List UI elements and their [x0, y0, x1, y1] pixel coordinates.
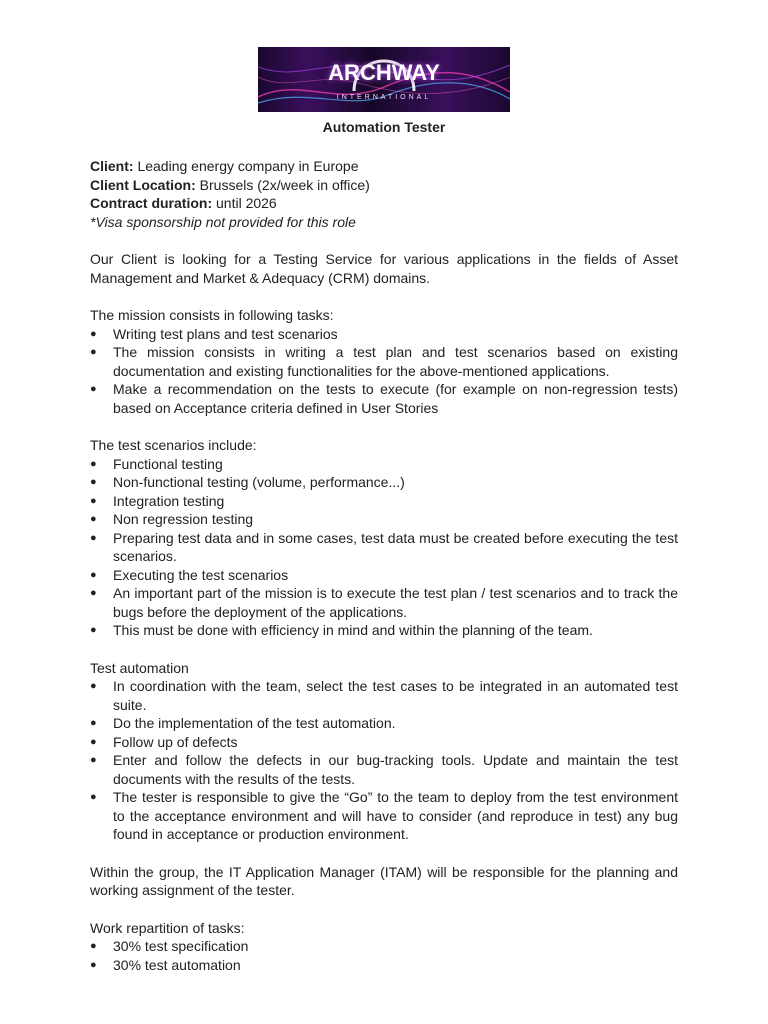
logo-wordmark: ARCHWAY	[328, 60, 440, 85]
document-body	[90, 157, 678, 974]
list-item: ● Follow up of defects	[90, 733, 678, 752]
list-item: ● Enter and follow the defects in our bug-tracking tools. Update and maintain the test documents with the results of the tests.	[90, 751, 678, 788]
duration-line	[90, 194, 678, 213]
list-item: ● 30% test automation	[90, 956, 678, 975]
document-title: Automation Tester	[322, 119, 446, 135]
automation-list	[90, 677, 678, 844]
repartition-list	[90, 937, 678, 974]
client-line	[90, 157, 678, 176]
location-value: Brussels (2x/week in office)	[199, 176, 370, 193]
list-item: ● This must be done with efficiency in mind and within the planning of the team.	[90, 621, 678, 640]
group-note-paragraph: Within the group, the IT Application Manager (ITAM) will be responsible for the planning and working assignment of the tester.	[90, 863, 678, 898]
visa-note: *Visa sponsorship not provided for this role	[90, 213, 356, 230]
list-item: ● Do the implementation of the test automation.	[90, 714, 678, 733]
mission-list	[90, 325, 678, 418]
repartition-heading: Work repartition of tasks:	[90, 919, 245, 936]
scenarios-heading: The test scenarios include:	[90, 437, 257, 453]
mission-heading: The mission consists in following tasks:	[90, 307, 334, 323]
location-label: Client Location:	[90, 176, 196, 193]
client-value: Leading energy company in Europe	[137, 158, 359, 174]
archway-logo	[258, 47, 510, 112]
list-item: ● Writing test plans and test scenarios	[90, 325, 678, 344]
list-item: ● Executing the test scenarios	[90, 566, 678, 585]
list-item: ● Make a recommendation on the tests to execute (for example on non-regression tests) based on Acceptance criteria defined in User Stories	[90, 380, 678, 417]
list-item: ● An important part of the mission is to execute the test plan / test scenarios and to track the bugs before the deployment of the applications.	[90, 584, 678, 621]
client-label: Client:	[90, 158, 134, 174]
automation-heading: Test automation	[90, 659, 189, 676]
list-item: ● In coordination with the team, select the test cases to be integrated in an automated test suite.	[90, 677, 678, 714]
list-item: ● The tester is responsible to give the “Go” to the team to deploy from the test environment to the acceptance environment and will have to consider (and reproduce in test) any bug found in acceptance or production environment.	[90, 788, 678, 844]
list-item: ● Integration testing	[90, 492, 678, 511]
list-item: ● Non regression testing	[90, 510, 678, 529]
scenarios-list	[90, 455, 678, 640]
list-item: ● 30% test specification	[90, 937, 678, 956]
list-item: ● Functional testing	[90, 455, 678, 474]
intro-paragraph: Our Client is looking for a Testing Service for various applications in the fields of Asset Management and Market & Adequacy (CRM) domains.	[90, 251, 678, 286]
duration-label: Contract duration:	[90, 195, 213, 211]
location-line	[90, 176, 678, 195]
duration-value: until 2026	[216, 195, 277, 211]
list-item: ● The mission consists in writing a test plan and test scenarios based on existing documentation and existing functionalities for the above-mentioned applications.	[90, 343, 678, 380]
list-item: ● Preparing test data and in some cases, test data must be created before executing the test scenarios.	[90, 529, 678, 566]
logo-subtitle: INTERNATIONAL	[336, 94, 432, 101]
list-item: ● Non-functional testing (volume, performance...)	[90, 473, 678, 492]
